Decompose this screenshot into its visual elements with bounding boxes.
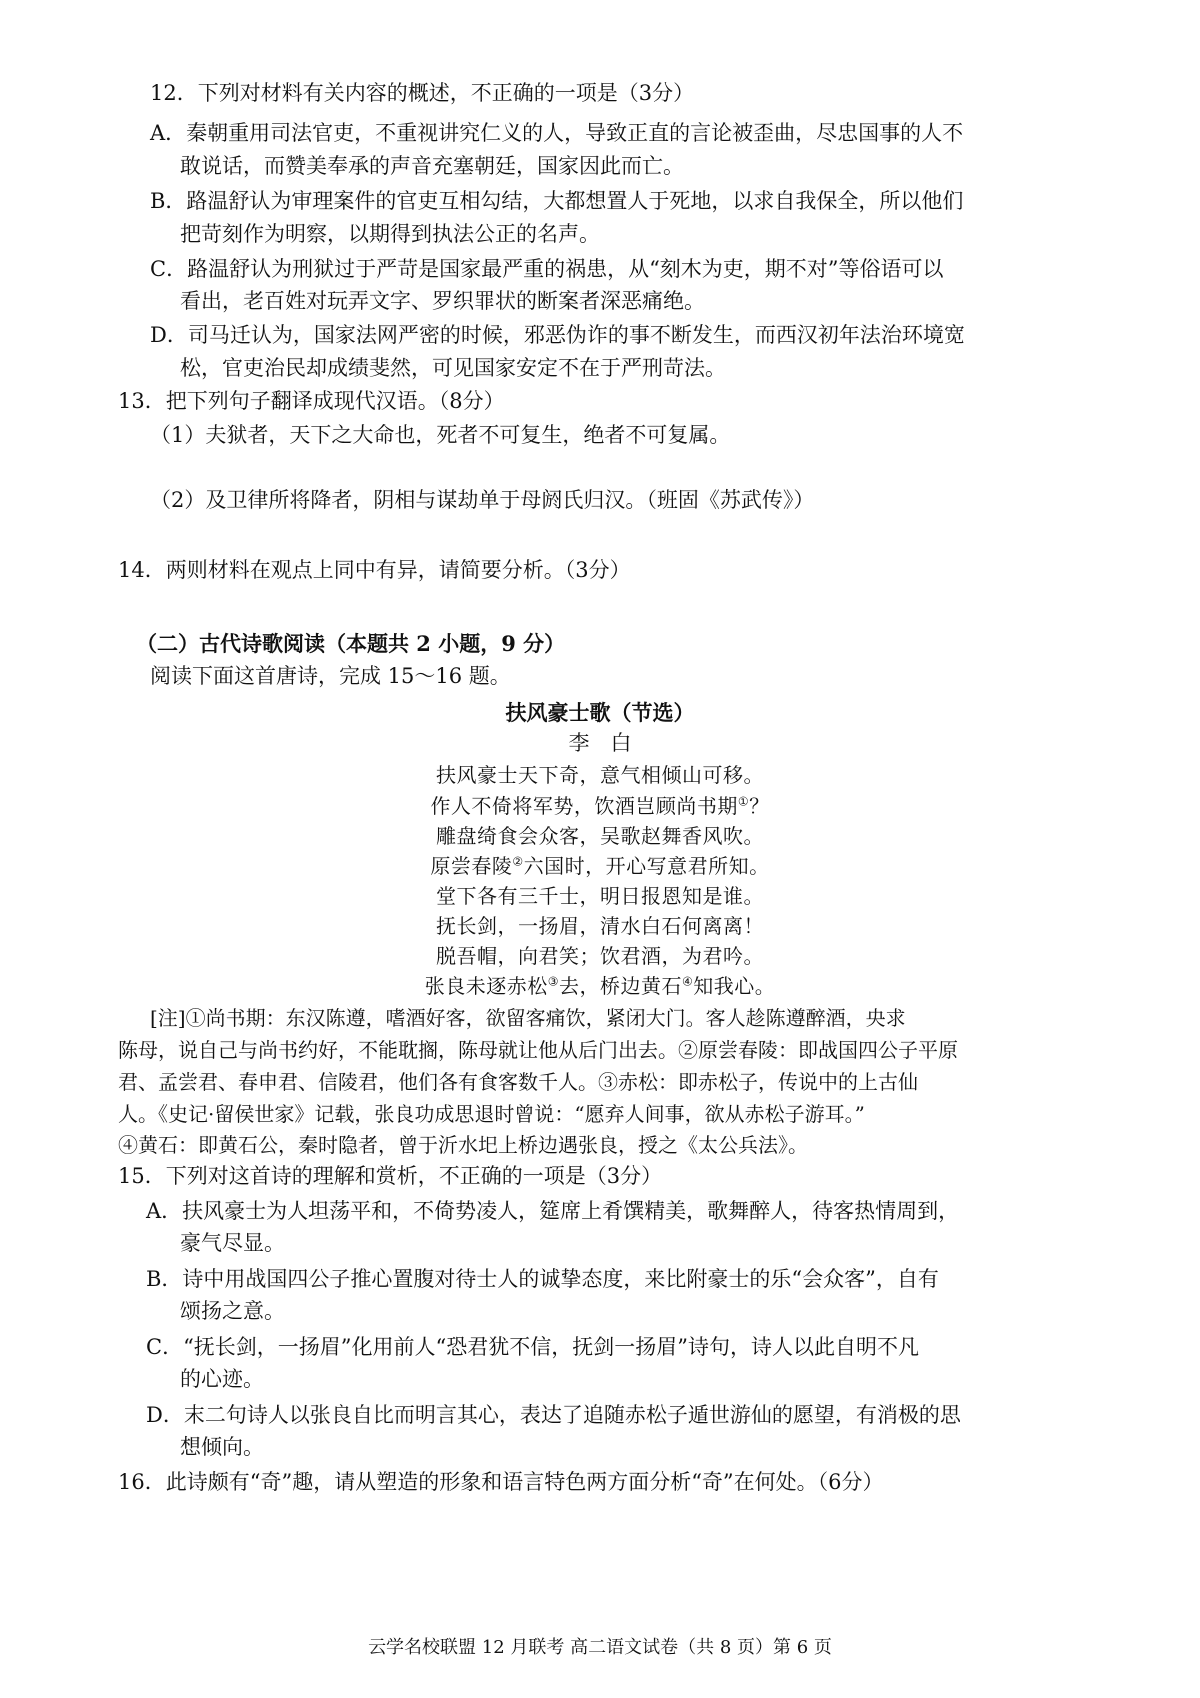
q13-stem: 13．把下列句子翻译成现代汉语。（8分）: [118, 389, 505, 413]
q15-option-c-line2: 的心迹。: [180, 1367, 264, 1391]
poem-line-6: 抚长剑，一扬眉，清水白石何离离！: [436, 914, 764, 938]
q13-sentence-1: （1）夫狱者，天下之大命也，死者不可复生，绝者不可复属。: [150, 423, 731, 447]
q15-option-a-line2: 豪气尽显。: [180, 1231, 285, 1255]
section-intro: 阅读下面这首唐诗，完成 15～16 题。: [150, 664, 511, 688]
poem-line-2: 作人不倚将军势，饮酒岂顾尚书期①？: [430, 794, 770, 818]
poem-line-1: 扶风豪士天下奇，意气相倾山可移。: [436, 763, 764, 787]
q12-option-d-line2: 松，官吏治民却成绩斐然，可见国家安定不在于严刑苛法。: [180, 356, 726, 380]
poem-title: 扶风豪士歌（节选）: [505, 700, 695, 725]
q12-stem: 12．下列对材料有关内容的概述，不正确的一项是（3分）: [150, 81, 695, 105]
q12-option-b-line1: B．路温舒认为审理案件的官吏互相勾结，大都想置人于死地，以求自我保全，所以他们: [150, 189, 964, 213]
poem-line-8: 张良未逐赤松③去，桥边黄石④知我心。: [424, 974, 776, 998]
note-line-1: [注]①尚书期：东汉陈遵，嗜酒好客，欲留客痛饮，紧闭大门。客人趁陈遵醉酒，央求: [150, 1006, 906, 1030]
q15-option-c-line1: C．“抚长剑，一扬眉”化用前人“恐君犹不信，抚剑一扬眉”诗句，诗人以此自明不凡: [146, 1335, 920, 1359]
poem-line-7: 脱吾帽，向君笑；饮君酒，为君吟。: [436, 944, 764, 968]
footnote-marker-4: ④: [682, 974, 694, 989]
footnote-marker-2: ②: [512, 854, 524, 869]
q13-sentence-2: （2）及卫律所将降者，阴相与谋劫单于母阏氏归汉。（班固《苏武传》）: [150, 488, 815, 512]
q15-option-d-line1: D．末二句诗人以张良自比而明言其心，表达了追随赤松子遁世游仙的愿望，有消极的思: [146, 1403, 961, 1427]
note-line-2: 陈母，说自己与尚书约好，不能耽搁，陈母就让他从后门出去。②原尝春陵：即战国四公子平原: [118, 1038, 958, 1062]
note-line-5: ④黄石：即黄石公，秦时隐者，曾于沂水圯上桥边遇张良，授之《太公兵法》。: [118, 1133, 808, 1157]
q16-stem: 16．此诗颇有“奇”趣，请从塑造的形象和语言特色两方面分析“奇”在何处。（6分）: [118, 1470, 884, 1494]
q15-option-b-line2: 颂扬之意。: [180, 1299, 285, 1323]
q14-stem: 14．两则材料在观点上同中有异，请简要分析。（3分）: [118, 558, 631, 582]
poem-line-5: 堂下各有三千士，明日报恩知是谁。: [436, 884, 764, 908]
q15-option-a-line1: A．扶风豪士为人坦荡平和，不倚势凌人，筵席上肴馔精美，歌舞醉人，待客热情周到，: [146, 1199, 960, 1223]
q12-option-b-line2: 把苛刻作为明察，以期得到执法公正的名声。: [180, 222, 600, 246]
q12-option-c-line2: 看出，老百姓对玩弄文字、罗织罪状的断案者深恶痛绝。: [180, 289, 705, 313]
q12-option-a-line1: A．秦朝重用司法官吏，不重视讲究仁义的人，导致正直的言论被歪曲，尽忠国事的人不: [150, 121, 964, 145]
q15-option-d-line2: 想倾向。: [180, 1435, 264, 1459]
q12-option-c-line1: C．路温舒认为刑狱过于严苛是国家最严重的祸患，从“刻木为吏，期不对”等俗语可以: [150, 257, 944, 281]
note-line-3: 君、孟尝君、春申君、信陵君，他们各有食客数千人。③赤松：即赤松子，传说中的上古仙: [118, 1070, 918, 1094]
footnote-marker-3: ③: [547, 974, 559, 989]
poem-line-3: 雕盘绮食会众客，吴歌赵舞香风吹。: [436, 824, 764, 848]
page-footer: 云学名校联盟 12 月联考 高二语文试卷（共 8 页）第 6 页: [368, 1637, 832, 1658]
poem-line-4: 原尝春陵②六国时，开心写意君所知。: [430, 854, 770, 878]
section-heading: （二）古代诗歌阅读（本题共 2 小题，9 分）: [136, 631, 566, 656]
q15-option-b-line1: B．诗中用战国四公子推心置腹对待士人的诚挚态度，来比附豪士的乐“会众客”，自有: [146, 1267, 939, 1291]
note-line-4: 人。《史记·留侯世家》记载，张良功成思退时曾说：“愿弃人间事，欲从赤松子游耳。”: [118, 1102, 865, 1126]
q12-option-d-line1: D．司马迁认为，国家法网严密的时候，邪恶伪诈的事不断发生，而西汉初年法治环境宽: [150, 323, 965, 347]
q15-stem: 15．下列对这首诗的理解和赏析，不正确的一项是（3分）: [118, 1164, 663, 1188]
q12-option-a-line2: 敢说话，而赞美奉承的声音充塞朝廷，国家因此而亡。: [180, 154, 684, 178]
footnote-marker-1: ①: [737, 794, 750, 809]
poem-author: 李 白: [568, 731, 632, 755]
